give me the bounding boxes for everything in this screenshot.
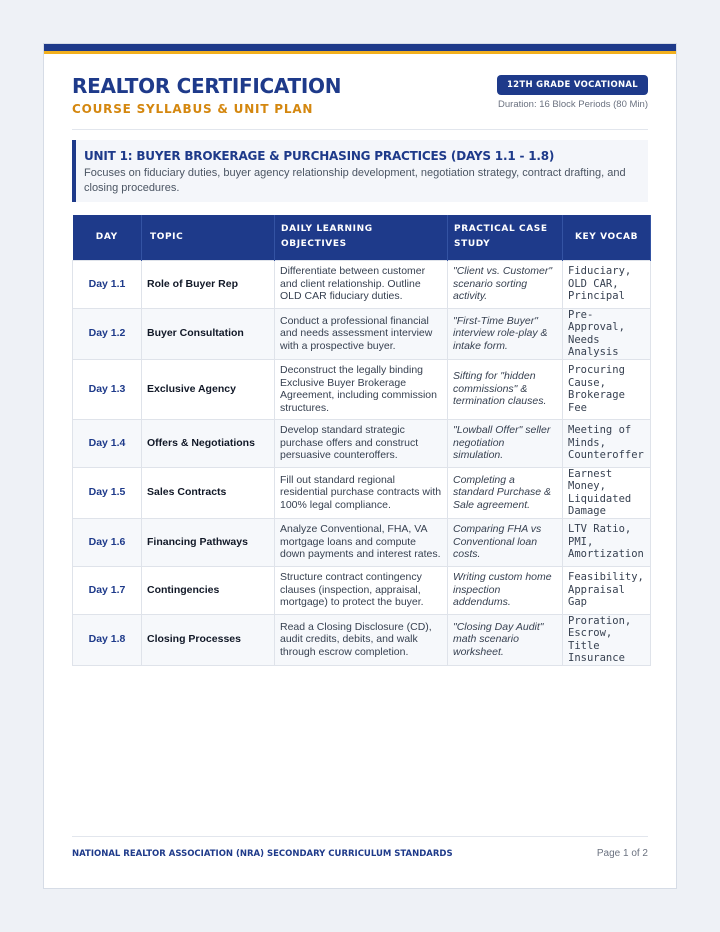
case-study-cell: "Lowball Offer" seller negotiation simulation. [448, 419, 563, 467]
header-divider [72, 129, 648, 130]
case-study-cell: Completing a standard Purchase & Sale agreement. [448, 467, 563, 518]
objective-cell: Read a Closing Disclosure (CD), audit credits, debits, and walk through escrow completion. [275, 614, 448, 665]
case-study-cell: Comparing FHA vs Conventional loan costs. [448, 518, 563, 566]
objective-cell: Deconstruct the legally binding Exclusive Buyer Brokerage Agreement, including commission structures. [275, 359, 448, 419]
day-cell: Day 1.5 [73, 467, 142, 518]
day-cell: Day 1.6 [73, 518, 142, 566]
table-row [73, 419, 651, 467]
day-cell: Day 1.1 [73, 260, 142, 308]
vocab-cell: Procuring Cause, Brokerage Fee [563, 359, 651, 419]
top-accent-bar [44, 44, 676, 51]
column-header-topic: TOPIC [142, 215, 275, 260]
page-number: Page 1 of 2 [596, 848, 648, 859]
topic-cell: Sales Contracts [142, 467, 275, 518]
day-cell: Day 1.8 [73, 614, 142, 665]
vocab-cell: Pre-Approval, Needs Analysis [563, 308, 651, 359]
vocab-cell: Proration, Escrow, Title Insurance [563, 614, 651, 665]
day-cell: Day 1.4 [73, 419, 142, 467]
footer-divider [72, 836, 648, 837]
topic-cell: Closing Processes [142, 614, 275, 665]
table-row [73, 260, 651, 308]
topic-cell: Exclusive Agency [142, 359, 275, 419]
table-row [73, 518, 651, 566]
top-gold-stripe [44, 51, 676, 54]
duration-text: Duration: 16 Block Periods (80 Min) [498, 99, 648, 110]
topic-cell: Buyer Consultation [142, 308, 275, 359]
objective-cell: Fill out standard regional residential purchase contracts with 100% legal compliance. [275, 467, 448, 518]
column-header-case-study: PRACTICAL CASE STUDY [448, 215, 563, 260]
vocab-cell: Feasibility, Appraisal Gap [563, 566, 651, 614]
case-study-cell: Writing custom home inspection addendums. [448, 566, 563, 614]
table-row [73, 359, 651, 419]
case-study-cell: "Closing Day Audit" math scenario worksheet. [448, 614, 563, 665]
case-study-cell: Sifting for "hidden commissions" & termination clauses. [448, 359, 563, 419]
syllabus-table [72, 215, 651, 666]
case-study-cell: "First-Time Buyer" interview role-play & intake form. [448, 308, 563, 359]
grade-badge: 12TH GRADE VOCATIONAL [497, 75, 648, 95]
day-cell: Day 1.2 [73, 308, 142, 359]
table-row [73, 467, 651, 518]
column-header-day: DAY [73, 215, 142, 260]
column-header-vocab: KEY VOCAB [563, 215, 651, 260]
day-cell: Day 1.3 [73, 359, 142, 419]
syllabus-page [43, 43, 677, 889]
objective-cell: Structure contract contingency clauses (inspection, appraisal, mortgage) to protect the buyer. [275, 566, 448, 614]
footer-standards: NATIONAL REALTOR ASSOCIATION (NRA) SECONDARY CURRICULUM STANDARDS [72, 849, 453, 859]
objective-cell: Analyze Conventional, FHA, VA mortgage loans and compute down payments and interest rates. [275, 518, 448, 566]
page-subtitle: COURSE SYLLABUS & UNIT PLAN [72, 102, 314, 116]
topic-cell: Offers & Negotiations [142, 419, 275, 467]
objective-cell: Develop standard strategic purchase offers and construct persuasive counteroffers. [275, 419, 448, 467]
topic-cell: Financing Pathways [142, 518, 275, 566]
objective-cell: Conduct a professional financial and needs assessment interview with a prospective buyer. [275, 308, 448, 359]
unit-description: Focuses on fiduciary duties, buyer agency relationship development, negotiation strategy, contract drafting, and closing procedures. [84, 167, 626, 194]
case-study-cell: "Client vs. Customer" scenario sorting activity. [448, 260, 563, 308]
unit-summary [72, 140, 648, 202]
page-title: REALTOR CERTIFICATION [72, 74, 342, 98]
vocab-cell: Fiduciary, OLD CAR, Principal [563, 260, 651, 308]
objective-cell: Differentiate between customer and client relationship. Outline OLD CAR fiduciary duties. [275, 260, 448, 308]
table-row [73, 308, 651, 359]
topic-cell: Role of Buyer Rep [142, 260, 275, 308]
vocab-cell: Meeting of Minds, Counteroffer [563, 419, 651, 467]
unit-title: UNIT 1: BUYER BROKERAGE & PURCHASING PRACTICES (DAYS 1.1 - 1.8) [84, 149, 555, 163]
table-row [73, 614, 651, 665]
day-cell: Day 1.7 [73, 566, 142, 614]
vocab-cell: Earnest Money, Liquidated Damage [563, 467, 651, 518]
vocab-cell: LTV Ratio, PMI, Amortization [563, 518, 651, 566]
table-header-row [73, 215, 651, 260]
topic-cell: Contingencies [142, 566, 275, 614]
column-header-objectives: DAILY LEARNING OBJECTIVES [275, 215, 448, 260]
table-row [73, 566, 651, 614]
